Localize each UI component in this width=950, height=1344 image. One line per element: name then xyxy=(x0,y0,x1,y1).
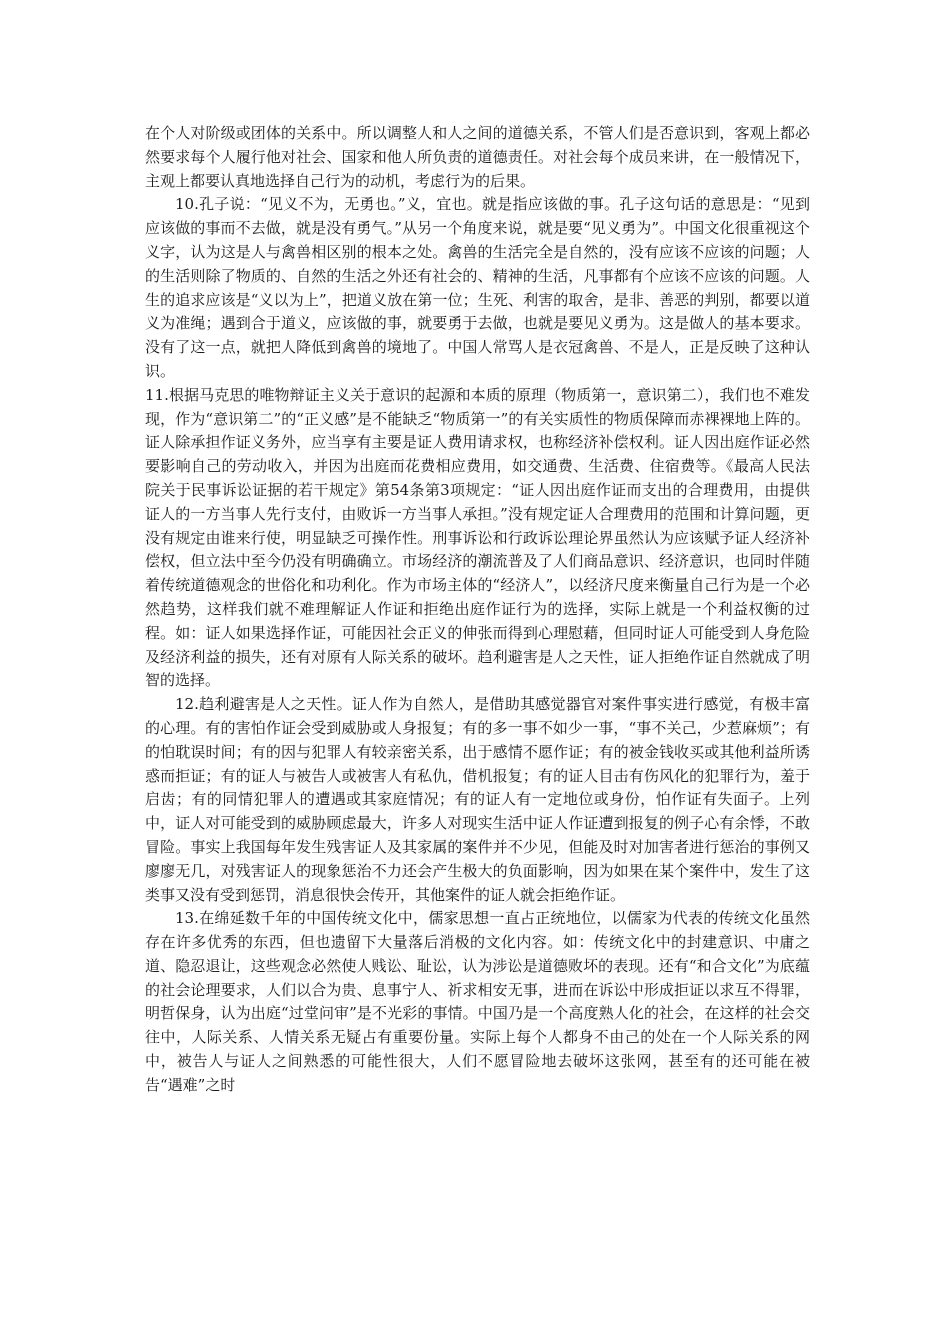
paragraph-13: 13.在绵延数千年的中国传统文化中，儒家思想一直占正统地位，以儒家为代表的传统文化虽然存在许多优秀的东西，但也遗留下大量落后消极的文化内容。如：传统文化中的封建意识、中庸之道、隐忍退让，这些观念必然使人贱讼、耻讼，认为涉讼是道德败坏的表现。还有“和合文化”为底蕴的社会论理要求，人们以合为贵、息事宁人、祈求相安无事，进而在诉讼中形成拒证以求互不得罪，明哲保身，认为出庭“过堂问审”是不光彩的事情。中国乃是一个高度熟人化的社会，在这样的社会交往中，人际关系、人情关系无疑占有重要份量。实际上每个人都身不由己的处在一个人际关系的网中，被告人与证人之间熟悉的可能性很大，人们不愿冒险地去破坏这张网，甚至有的还可能在被告“遇难”之时 xyxy=(145,909,810,1094)
paragraph-10: 10.孔子说：“见义不为，无勇也。”义，宜也。就是指应该做的事。孔子这句话的意思是：“见到应该做的事而不去做，就是没有勇气。”从另一个角度来说，就是要“见义勇为”。中国文化很重视这个义字，认为这是人与禽兽相区别的根本之处。禽兽的生活完全是自然的，没有应该不应该的问题；人的生活则除了物质的、自然的生活之外还有社会的、精神的生活，凡事都有个应该不应该的问题。人生的追求应该是“义以为上”，把道义放在第一位；生死、利害的取舍，是非、善恶的判别，都要以道义为准绳；遇到合于道义，应该做的事，就要勇于去做，也就是要见义勇为。这是做人的基本要求。没有了这一点，就把人降低到禽兽的境地了。中国人常骂人是衣冠禽兽、不是人，正是反映了这种认识。 xyxy=(145,195,810,380)
paragraph-continuation: 在个人对阶级或团体的关系中。所以调整人和人之间的道德关系，不管人们是否意识到，客观上都必然要求每个人履行他对社会、国家和他人所负责的道德责任。对社会每个成员来讲，在一般情况下，主观上都要认真地选择自己行为的动机，考虑行为的后果。 xyxy=(145,124,810,190)
document-body xyxy=(145,122,810,1098)
paragraph-12: 12.趋利避害是人之天性。证人作为自然人，是借助其感觉器官对案件事实进行感觉，有极丰富的心理。有的害怕作证会受到威胁或人身报复；有的多一事不如少一事，“事不关己，少惹麻烦”；有的怕耽误时间；有的因与犯罪人有较亲密关系，出于感情不愿作证；有的被金钱收买或其他利益所诱惑而拒证；有的证人与被告人或被害人有私仇，借机报复；有的证人目击有伤风化的犯罪行为，羞于启齿；有的同情犯罪人的遭遇或其家庭情况；有的证人有一定地位或身份，怕作证有失面子。上列中，证人对可能受到的威胁顾虑最大，许多人对现实生活中证人作证遭到报复的例子心有余悸，不敢冒险。事实上我国每年发生残害证人及其家属的案件并不少见，但能及时对加害者进行惩治的事例又廖廖无几，对残害证人的现象惩治不力还会产生极大的负面影响，因为如果在某个案件中，发生了这类事又没有受到惩罚，消息很快会传开，其他案件的证人就会拒绝作证。 xyxy=(145,695,810,904)
paragraph-11: 11.根据马克思的唯物辩证主义关于意识的起源和本质的原理（物质第一，意识第二），我们也不难发现，作为“意识第二”的“正义感”是不能缺乏“物质第一”的有关实质性的物质保障而赤裸裸地上阵的。证人除承担作证义务外，应当享有主要是证人费用请求权，也称经济补偿权利。证人因出庭作证必然要影响自己的劳动收入，并因为出庭而花费相应费用，如交通费、生活费、住宿费等。《最高人民法院关于民事诉讼证据的若干规定》第54条第3项规定：“证人因出庭作证而支出的合理费用，由提供证人的一方当事人先行支付，由败诉一方当事人承担。”没有规定证人合理费用的范围和计算问题，更没有规定由谁来行使，明显缺乏可操作性。刑事诉讼和行政诉讼理论界虽然认为应该赋予证人经济补偿权，但立法中至今仍没有明确确立。市场经济的潮流普及了人们商品意识、经济意识，也同时伴随着传统道德观念的世俗化和功利化。作为市场主体的“经济人”，以经济尺度来衡量自己行为是一个必然趋势，这样我们就不难理解证人作证和拒绝出庭作证行为的选择，实际上就是一个利益权衡的过程。如：证人如果选择作证，可能因社会正义的伸张而得到心理慰藉，但同时证人可能受到人身危险及经济利益的损失，还有对原有人际关系的破坏。趋利避害是人之天性，证人拒绝作证自然就成了明智的选择。 xyxy=(145,385,810,690)
